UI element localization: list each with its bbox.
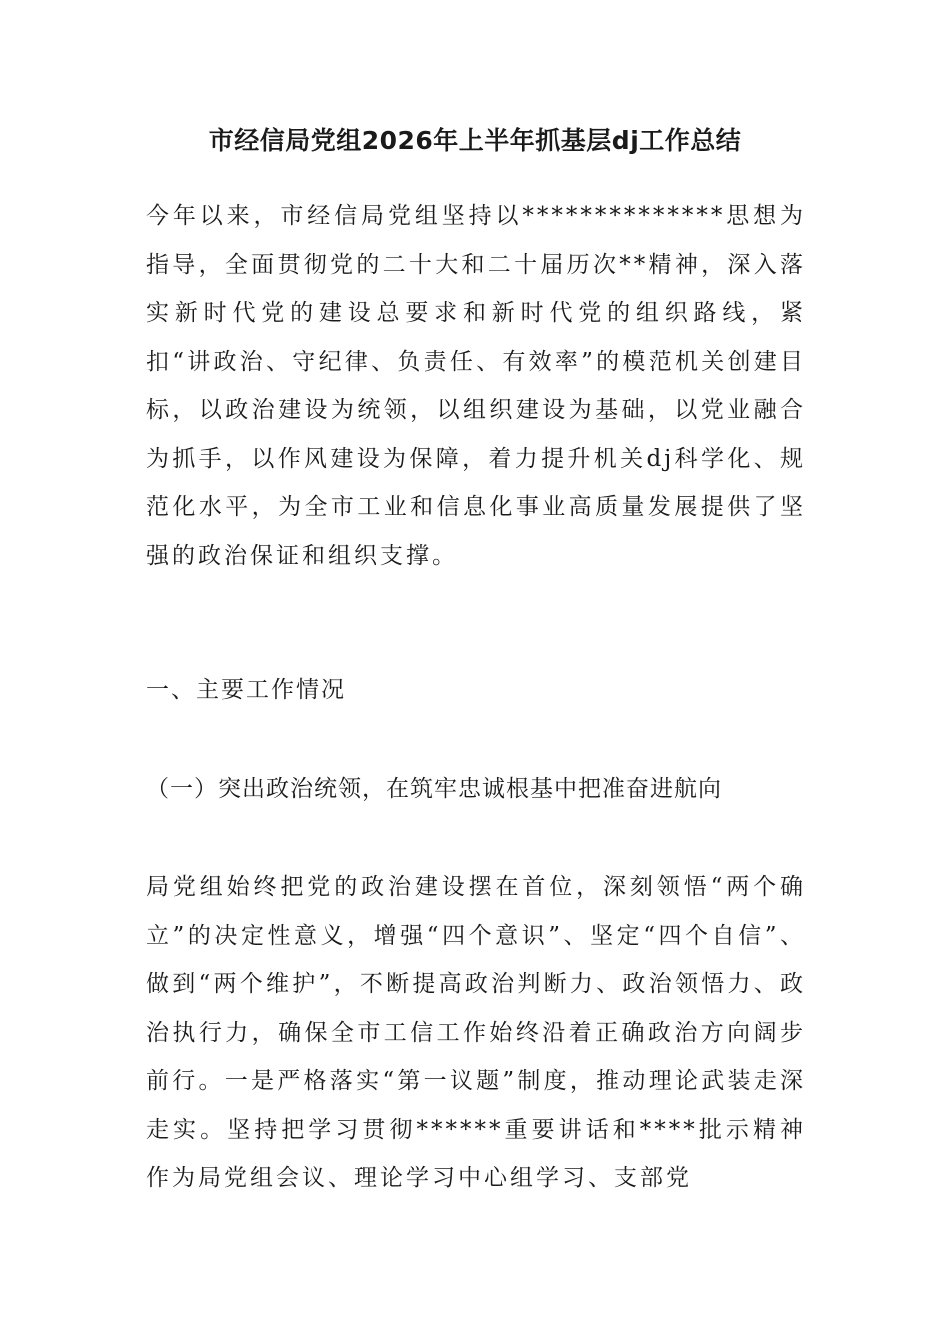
section-heading: 一、主要工作情况 (146, 677, 346, 703)
subsection-paragraph: 局党组始终把党的政治建设摆在首位，深刻领悟“两个确立”的决定性意义，增强“四个意识”、坚定“四个自信”、做到“两个维护”，不断提高政治判断力、政治领悟力、政治执行力，确保全市工信工作始终沿着正确政治方向阔步前行。一是严格落实“第一议题”制度，推动理论武装走深走实。坚持把学习贯彻******重要讲话和****批示精神作为局党组会议、理论学习中心组学习、支部党 (146, 874, 806, 1191)
document-title: 市经信局党组2026年上半年抓基层dj工作总结 (208, 126, 742, 155)
intro-paragraph: 今年以来，市经信局党组坚持以**************思想为指导，全面贯彻党的二十大和二十届历次**精神，深入落实新时代党的建设总要求和新时代党的组织路线，紧扣“讲政治、守纪律、负责任、有效率”的模范机关创建目标，以政治建设为统领，以组织建设为基础，以党业融合为抓手，以作风建设为保障，着力提升机关dj科学化、规范化水平，为全市工业和信息化事业高质量发展提供了坚强的政治保证和组织支撑。 (146, 203, 806, 569)
subsection-heading: （一）突出政治统领，在筑牢忠诚根基中把准奋进航向 (146, 776, 722, 802)
